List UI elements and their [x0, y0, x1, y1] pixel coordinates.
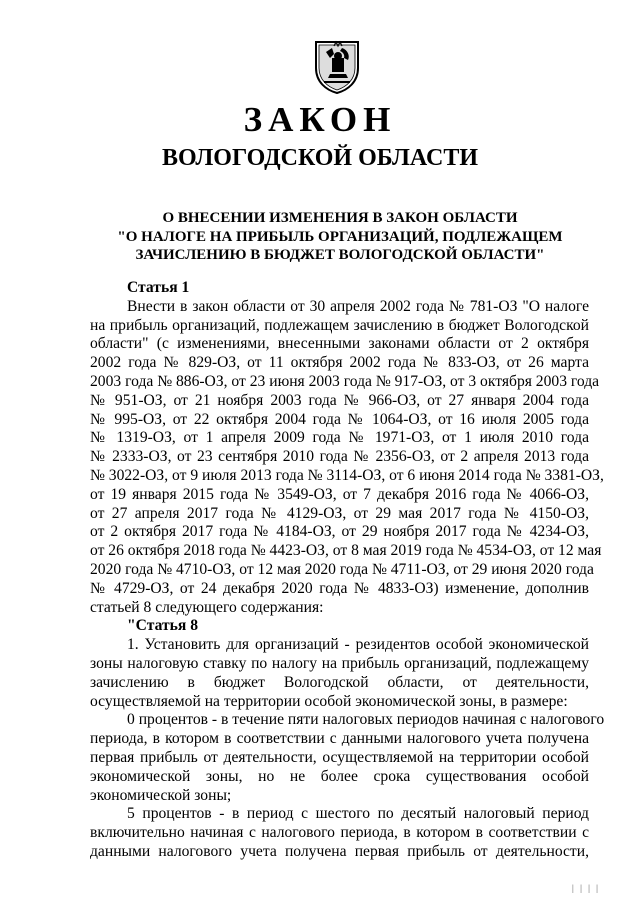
paragraph-1-line: зоны налоговую ставку по налогу на прибыль организаций, подлежащему: [90, 654, 589, 672]
article-1-line: от 2 октября 2017 года № 4184-ОЗ, от 29 ноября 2017 года № 4234-ОЗ,: [90, 523, 589, 541]
article-1-line: № 2333-ОЗ, от 23 сентября 2010 года № 2356-ОЗ, от 2 апреля 2013 года: [90, 448, 589, 466]
article-1-line: области" (с изменениями, внесенными законами области от 2 октября: [90, 335, 589, 353]
paragraph-1-line: 1. Установить для организаций - резидентов особой экономической: [127, 636, 589, 654]
article-1-line: Внести в закон области от 30 апреля 2002 года № 781-ОЗ "О налоге: [127, 297, 589, 315]
article-1-line: № 3022-ОЗ, от 9 июля 2013 года № 3114-ОЗ, от 6 июня 2014 года № 3381-ОЗ,: [90, 466, 604, 484]
article-1-line: 2020 года № 4710-ОЗ, от 12 мая 2020 года № 4711-ОЗ, от 29 июня 2020 года: [90, 560, 594, 578]
heading-line: О ВНЕСЕНИИ ИЗМЕНЕНИЯ В ЗАКОН ОБЛАСТИ: [162, 210, 518, 226]
heading-line: "О НАЛОГЕ НА ПРИБЫЛЬ ОРГАНИЗАЦИЙ, ПОДЛЕЖАЩЕМ: [117, 228, 563, 245]
paragraph-2-line: первая прибыль от деятельности, осуществляемой на территории особой: [90, 748, 589, 766]
article-1-line: № 951-ОЗ, от 21 ноября 2003 года № 966-ОЗ, от 27 января 2004 года: [90, 391, 589, 409]
paragraph-2-line: 0 процентов - в течение пяти налоговых периодов начиная с налогового: [127, 711, 605, 729]
document-subtitle: ВОЛОГОДСКОЙ ОБЛАСТИ: [161, 145, 479, 171]
article-1-line: № 1319-ОЗ, от 1 апреля 2009 года № 1971-ОЗ, от 1 июля 2010 года: [90, 429, 589, 447]
paragraph-2-line: экономической зоны;: [90, 786, 232, 804]
article-1-line: 2002 года № 829-ОЗ, от 11 октября 2002 года № 833-ОЗ, от 26 марта: [90, 354, 589, 372]
document-body: [90, 279, 605, 862]
article-1-line: № 995-ОЗ, от 22 октября 2004 года № 1064-ОЗ, от 16 июля 2005 года: [90, 410, 589, 428]
law-heading: [100, 209, 580, 265]
paragraph-1-line: зачислению в бюджет Вологодской области, от деятельности,: [90, 673, 589, 691]
paragraph-1-line: осуществляемой на территории особой экономической зоны, в размере:: [90, 692, 568, 710]
article-1-line: статьей 8 следующего содержания:: [90, 598, 324, 616]
article-1-line: на прибыль организаций, подлежащем зачислению в бюджет Вологодской: [90, 316, 589, 334]
article-1-line: от 26 октября 2018 года № 4423-ОЗ, от 8 мая 2019 года № 4534-ОЗ, от 12 мая: [90, 542, 602, 560]
article-1-line: от 19 января 2015 года № 3549-ОЗ, от 7 декабря 2016 года № 4066-ОЗ,: [90, 485, 589, 503]
paragraph-3-line: 5 процентов - в период с шестого по десятый налоговый период: [127, 805, 589, 823]
article-1-line: от 27 апреля 2017 года № 4129-ОЗ, от 29 мая 2017 года № 4150-ОЗ,: [90, 504, 589, 522]
paragraph-2-line: периода, в котором в соответствии с данными налогового учета получена: [90, 730, 589, 748]
article-1-line: № 4729-ОЗ, от 24 декабря 2020 года № 4833-ОЗ) изменение, дополнив: [90, 579, 589, 597]
article-1-line: 2003 года № 886-ОЗ, от 23 июня 2003 года № 917-ОЗ, от 3 октября 2003 года: [90, 372, 600, 390]
coat-of-arms-icon: [312, 38, 362, 94]
page-corner-mark: | | | |: [572, 883, 600, 893]
paragraph-2-line: экономической зоны, но не более срока существования особой: [90, 767, 589, 785]
article-1-title: Статья 1: [127, 279, 190, 296]
heading-line: ЗАЧИСЛЕНИЮ В БЮДЖЕТ ВОЛОГОДСКОЙ ОБЛАСТИ": [135, 247, 545, 263]
document-title: ЗАКОН: [243, 100, 397, 139]
paragraph-3-line: данными налогового учета получена первая прибыль от деятельности,: [90, 842, 589, 860]
paragraph-3-line: включительно начиная с налогового периода, в котором в соответствии с: [90, 824, 589, 842]
article-8-title: "Статья 8: [127, 617, 198, 635]
